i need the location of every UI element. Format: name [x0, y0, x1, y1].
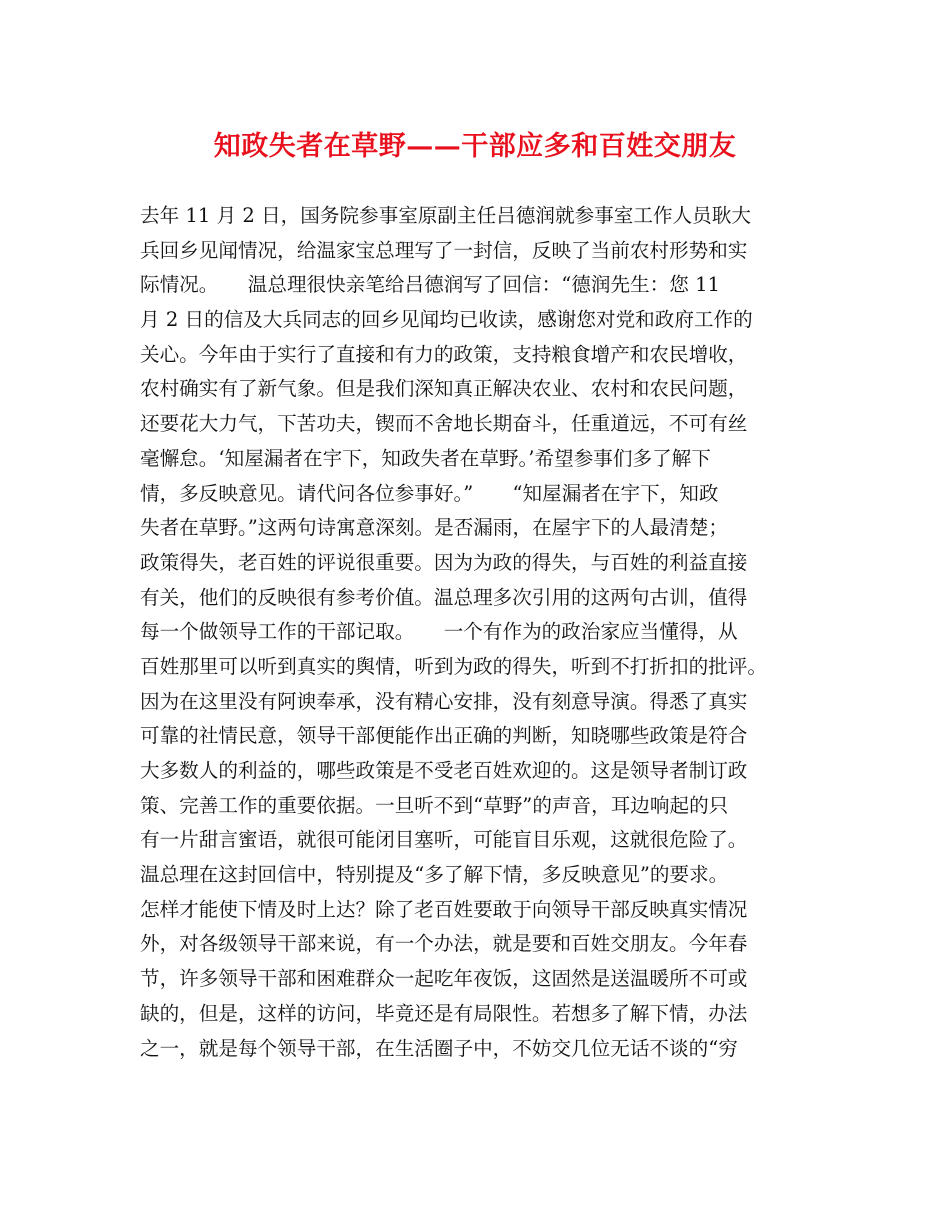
body-text-line: 百姓那里可以听到真实的舆情，听到为政的得失，听到不打折扣的批评。	[140, 654, 767, 678]
body-text-line: 节，许多领导干部和困难群众一起吃年夜饭，这固然是送温暖所不可或	[140, 967, 748, 991]
body-text-line: 每一个做领导工作的干部记取。 一个有作为的政治家应当懂得，从	[140, 620, 738, 644]
body-text-line: 关心。今年由于实行了直接和有力的政策，支持粮食增产和农民增收，	[140, 342, 748, 366]
body-text-line: 缺的，但是，这样的访问，毕竟还是有局限性。若想多了解下情，办法	[140, 1001, 748, 1025]
body-text-line: 际情况。 温总理很快亲笔给吕德润写了回信：“德润先生：您 11	[140, 273, 721, 297]
body-text-line: 之一，就是每个领导干部，在生活圈子中，不妨交几位无话不谈的“穷	[140, 1036, 738, 1060]
body-text-line: 兵回乡见闻情况，给温家宝总理写了一封信，反映了当前农村形势和实	[140, 238, 748, 262]
body-text-line: 农村确实有了新气象。但是我们深知真正解决农业、农村和农民问题，	[140, 377, 748, 401]
document-title: 知政失者在草野——干部应多和百姓交朋友	[213, 131, 737, 162]
body-text-line: 月 2 日的信及大兵同志的回乡见闻均已收读，感谢您对党和政府工作的	[140, 308, 753, 332]
body-text-line: 温总理在这封回信中，特别提及“多了解下情，多反映意见”的要求。	[140, 863, 729, 887]
body-text-line: 有一片甜言蜜语，就很可能闭目塞听，可能盲目乐观，这就很危险了。	[140, 828, 748, 852]
body-text-line: 有关，他们的反映很有参考价值。温总理多次引用的这两句古训，值得	[140, 585, 748, 609]
document-body	[140, 199, 826, 1066]
body-text-line: 情，多反映意见。请代问各位参事好。” “知屋漏者在宇下，知政	[140, 481, 719, 505]
body-text-line: 怎样才能使下情及时上达？除了老百姓要敢于向领导干部反映真实情况	[140, 897, 748, 921]
body-text-line: 去年 11 月 2 日，国务院参事室原副主任吕德润就参事室工作人员耿大	[140, 204, 751, 227]
body-text-line: 因为在这里没有阿谀奉承，没有精心安排，没有刻意导演。得悉了真实	[140, 689, 748, 713]
body-text-line: 策、完善工作的重要依据。一旦听不到“草野”的声音，耳边响起的只	[140, 793, 729, 817]
body-text-line: 外，对各级领导干部来说，有一个办法，就是要和百姓交朋友。今年春	[140, 932, 748, 956]
body-text-line: 可靠的社情民意，领导干部便能作出正确的判断，知晓哪些政策是符合	[140, 724, 748, 748]
body-text-line: 还要花大力气，下苦功夫，锲而不舍地长期奋斗，任重道远，不可有丝	[140, 412, 748, 436]
body-text-line: 大多数人的利益的，哪些政策是不受老百姓欢迎的。这是领导者制订政	[140, 759, 748, 782]
body-text-line: 失者在草野。”这两句诗寓意深刻。是否漏雨，在屋宇下的人最清楚；	[140, 516, 729, 540]
body-text-line: 毫懈怠。‘知屋漏者在宇下，知政失者在草野。’希望参事们多了解下	[140, 446, 711, 470]
body-text-line: 政策得失，老百姓的评说很重要。因为为政的得失，与百姓的利益直接	[140, 550, 748, 574]
